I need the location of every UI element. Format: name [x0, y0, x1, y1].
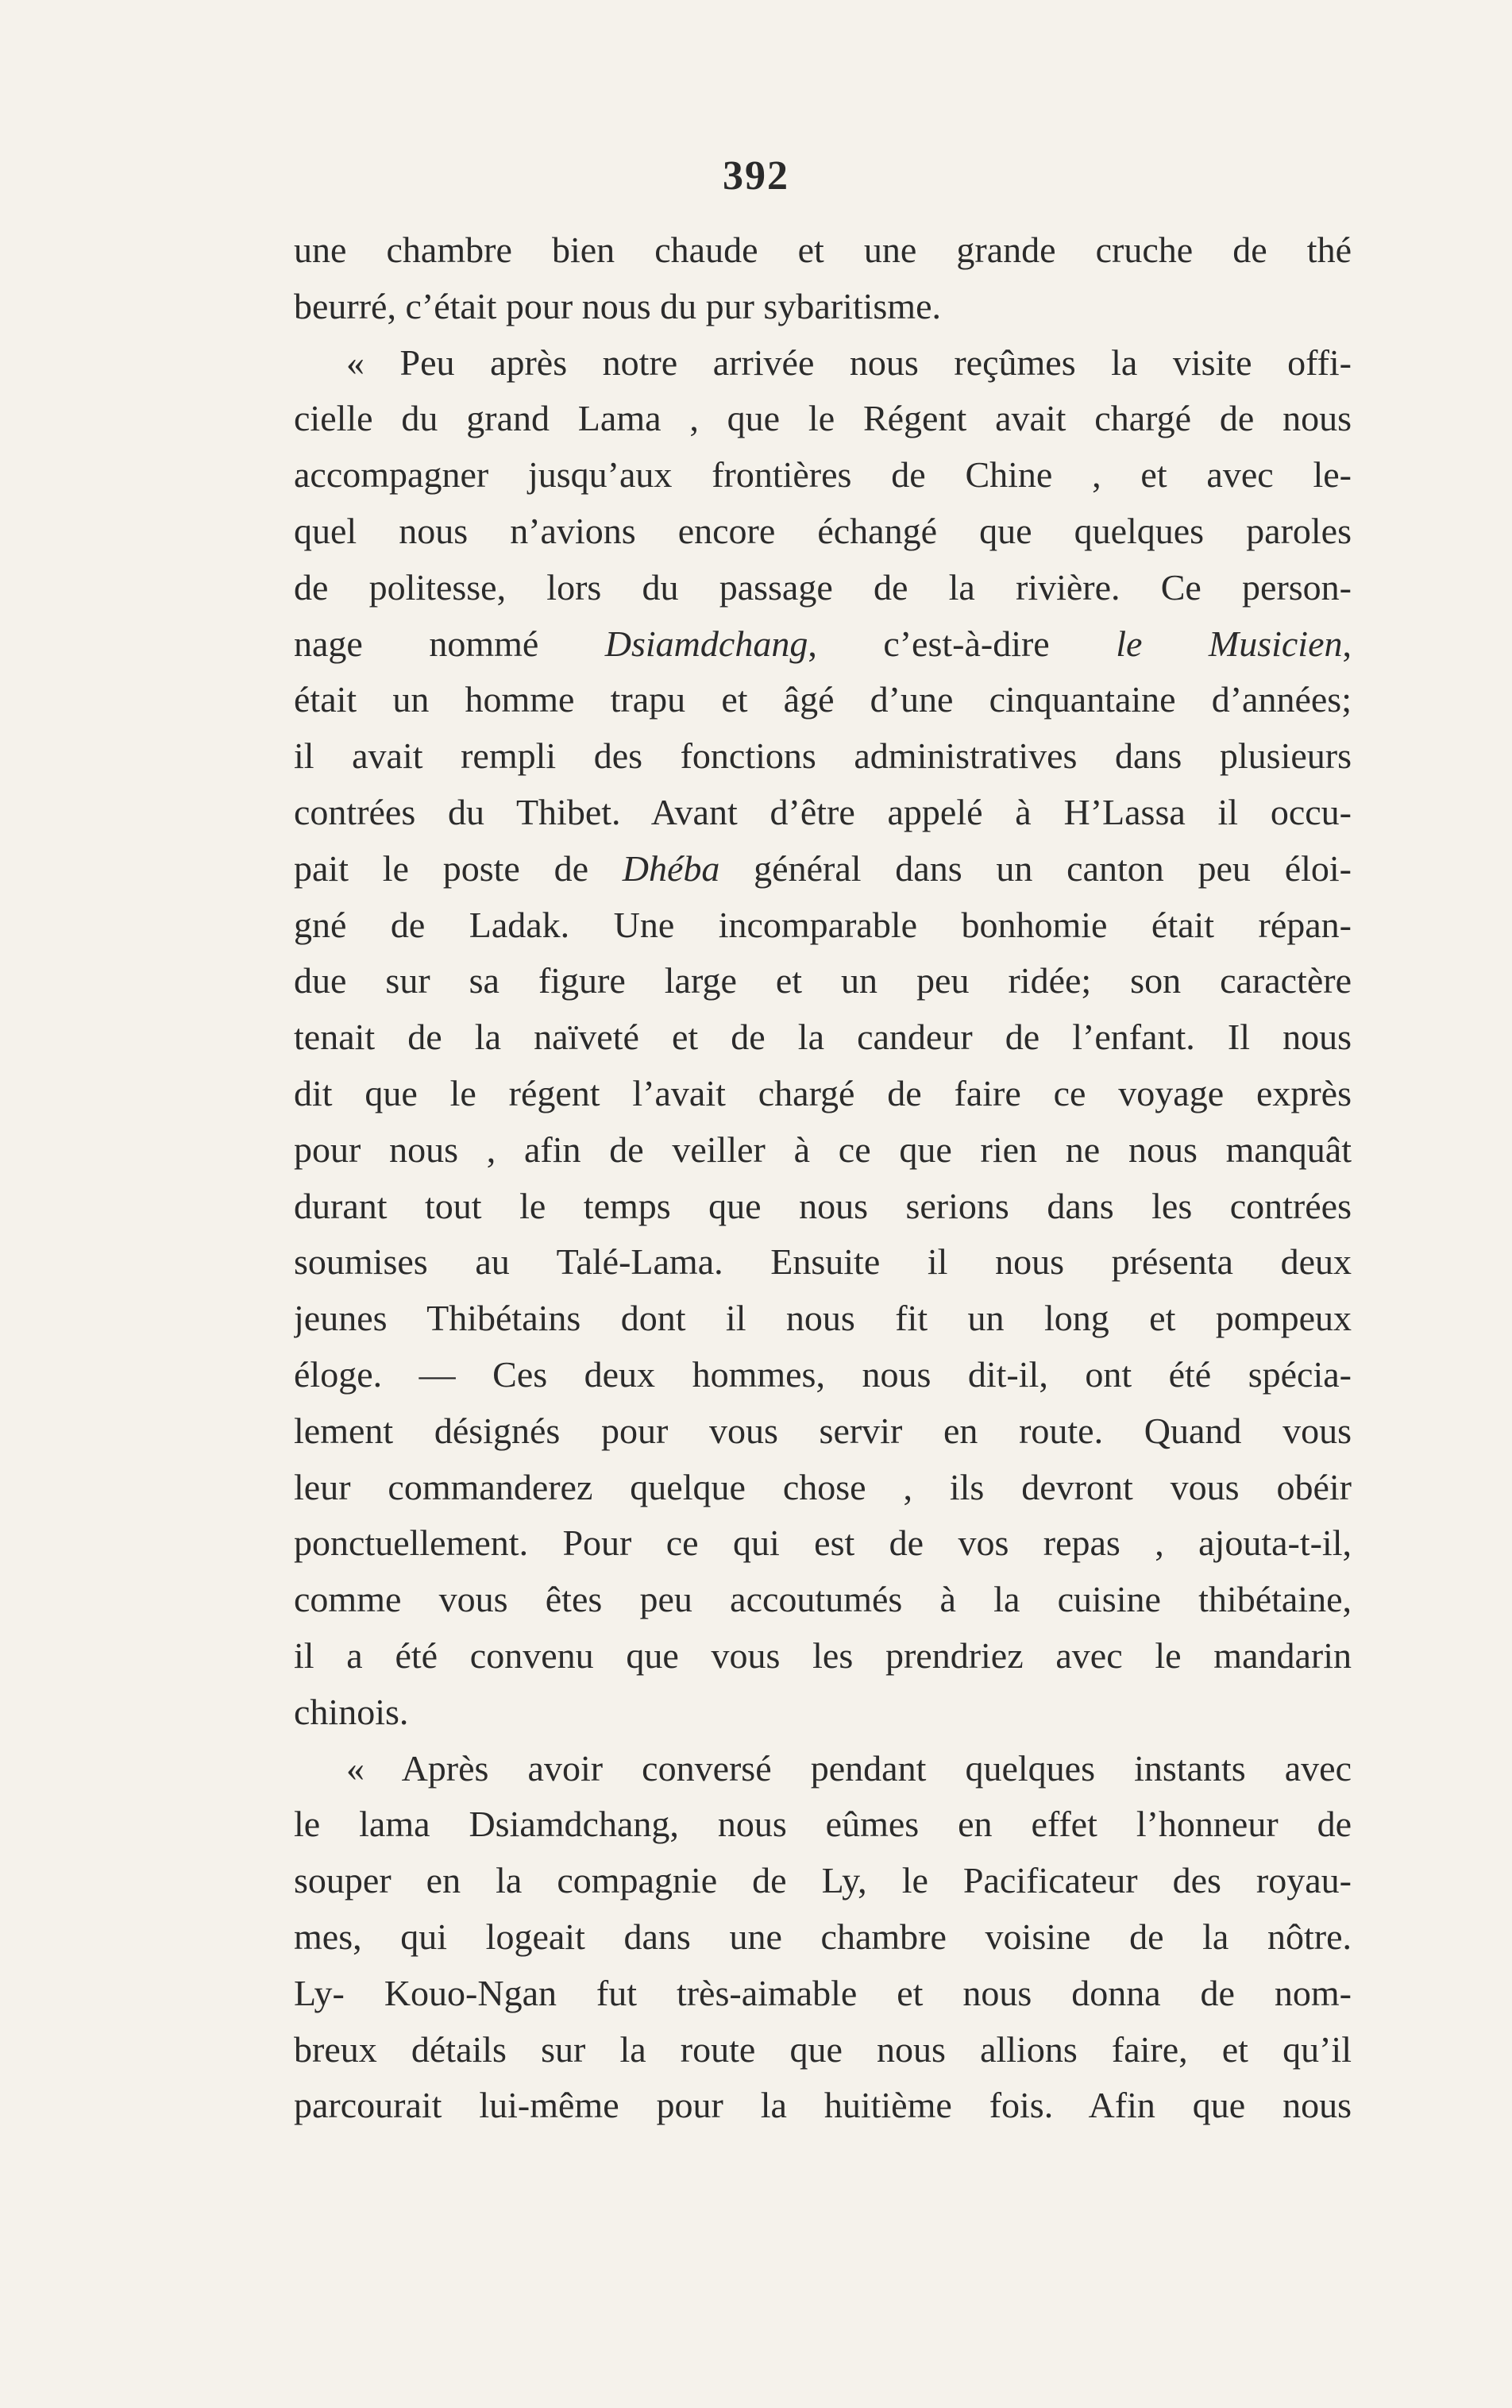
text-line: il a été convenu que vous les prendriez avec le mandarin: [294, 1634, 1352, 1676]
italic-term: Dsiamdchang: [604, 623, 808, 664]
text-run: pait le poste de: [294, 847, 623, 889]
text-line: beurré, c’était pour nous du pur sybaritisme.: [294, 285, 941, 326]
text-line: de politesse, lors du passage de la rivière. Ce person-: [294, 566, 1352, 608]
paragraph-start-line: « Après avoir conversé pendant quelques instants avec: [346, 1747, 1352, 1789]
paragraph-start-line: « Peu après notre arrivée nous reçûmes la visite offi-: [346, 342, 1352, 383]
text-line: tenait de la naïveté et de la candeur de l’enfant. Il nous: [294, 1017, 1352, 1058]
text-run: , c’est-à-dire: [808, 623, 1117, 664]
italic-term: le Musicien: [1116, 623, 1343, 664]
italic-term: Dhéba: [622, 847, 720, 889]
text-line: mes, qui logeait dans une chambre voisine de la nôtre.: [294, 1916, 1352, 1957]
text-run: nage nommé: [294, 623, 605, 664]
text-line: [294, 616, 1352, 673]
text-line: quel nous n’avions encore échangé que quelques paroles: [294, 510, 1352, 551]
text-line: jeunes Thibétains dont il nous fit un long et pompeux: [294, 1298, 1352, 1339]
text-line: souper en la compagnie de Ly, le Pacificateur des royau-: [294, 1860, 1352, 1901]
text-line: cielle du grand Lama , que le Régent avait chargé de nous: [294, 398, 1352, 439]
text-line: était un homme trapu et âgé d’une cinquantaine d’années;: [294, 679, 1352, 720]
text-line: ponctuellement. Pour ce qui est de vos repas , ajouta-t-il,: [294, 1522, 1352, 1564]
text-line: lement désignés pour vous servir en route. Quand vous: [294, 1410, 1352, 1451]
text-line: gné de Ladak. Une incomparable bonhomie était répan-: [294, 904, 1352, 945]
text-line: il avait rempli des fonctions administratives dans plusieurs: [294, 735, 1352, 777]
text-line: parcourait lui-même pour la huitième fois. Afin que nous: [294, 2085, 1352, 2126]
text-line: comme vous êtes peu accoutumés à la cuisine thibétaine,: [294, 1579, 1352, 1620]
text-line: breux détails sur la route que nous allions faire, et qu’il: [294, 2028, 1352, 2070]
text-line: une chambre bien chaude et une grande cruche de thé: [294, 230, 1352, 270]
text-line: [294, 841, 1352, 897]
text-line: contrées du Thibet. Avant d’être appelé à H’Lassa il occu-: [294, 791, 1352, 832]
text-line: le lama Dsiamdchang, nous eûmes en effet l’honneur de: [294, 1804, 1352, 1845]
text-line: dit que le régent l’avait chargé de faire ce voyage exprès: [294, 1072, 1352, 1113]
text-line: Ly- Kouo-Ngan fut très-aimable et nous donna de nom-: [294, 1972, 1352, 2013]
body-text: [294, 222, 1352, 2134]
text-line: accompagner jusqu’aux frontières de Chine , et avec le-: [294, 454, 1352, 496]
text-line: pour nous , afin de veiller à ce que rien ne nous manquât: [294, 1129, 1352, 1170]
text-run: général dans un canton peu éloi-: [719, 847, 1352, 889]
text-line: chinois.: [294, 1691, 409, 1732]
text-line: éloge. — Ces deux hommes, nous dit-il, ont été spécia-: [294, 1353, 1352, 1395]
text-line: soumises au Talé-Lama. Ensuite il nous présenta deux: [294, 1241, 1352, 1283]
text-line: leur commanderez quelque chose , ils devront vous obéir: [294, 1466, 1352, 1507]
text-line: due sur sa figure large et un peu ridée; son caractère: [294, 960, 1352, 1001]
page-number: 392: [723, 153, 789, 199]
text-line: durant tout le temps que nous serions dans les contrées: [294, 1185, 1352, 1226]
text-run: ,: [1342, 623, 1352, 664]
